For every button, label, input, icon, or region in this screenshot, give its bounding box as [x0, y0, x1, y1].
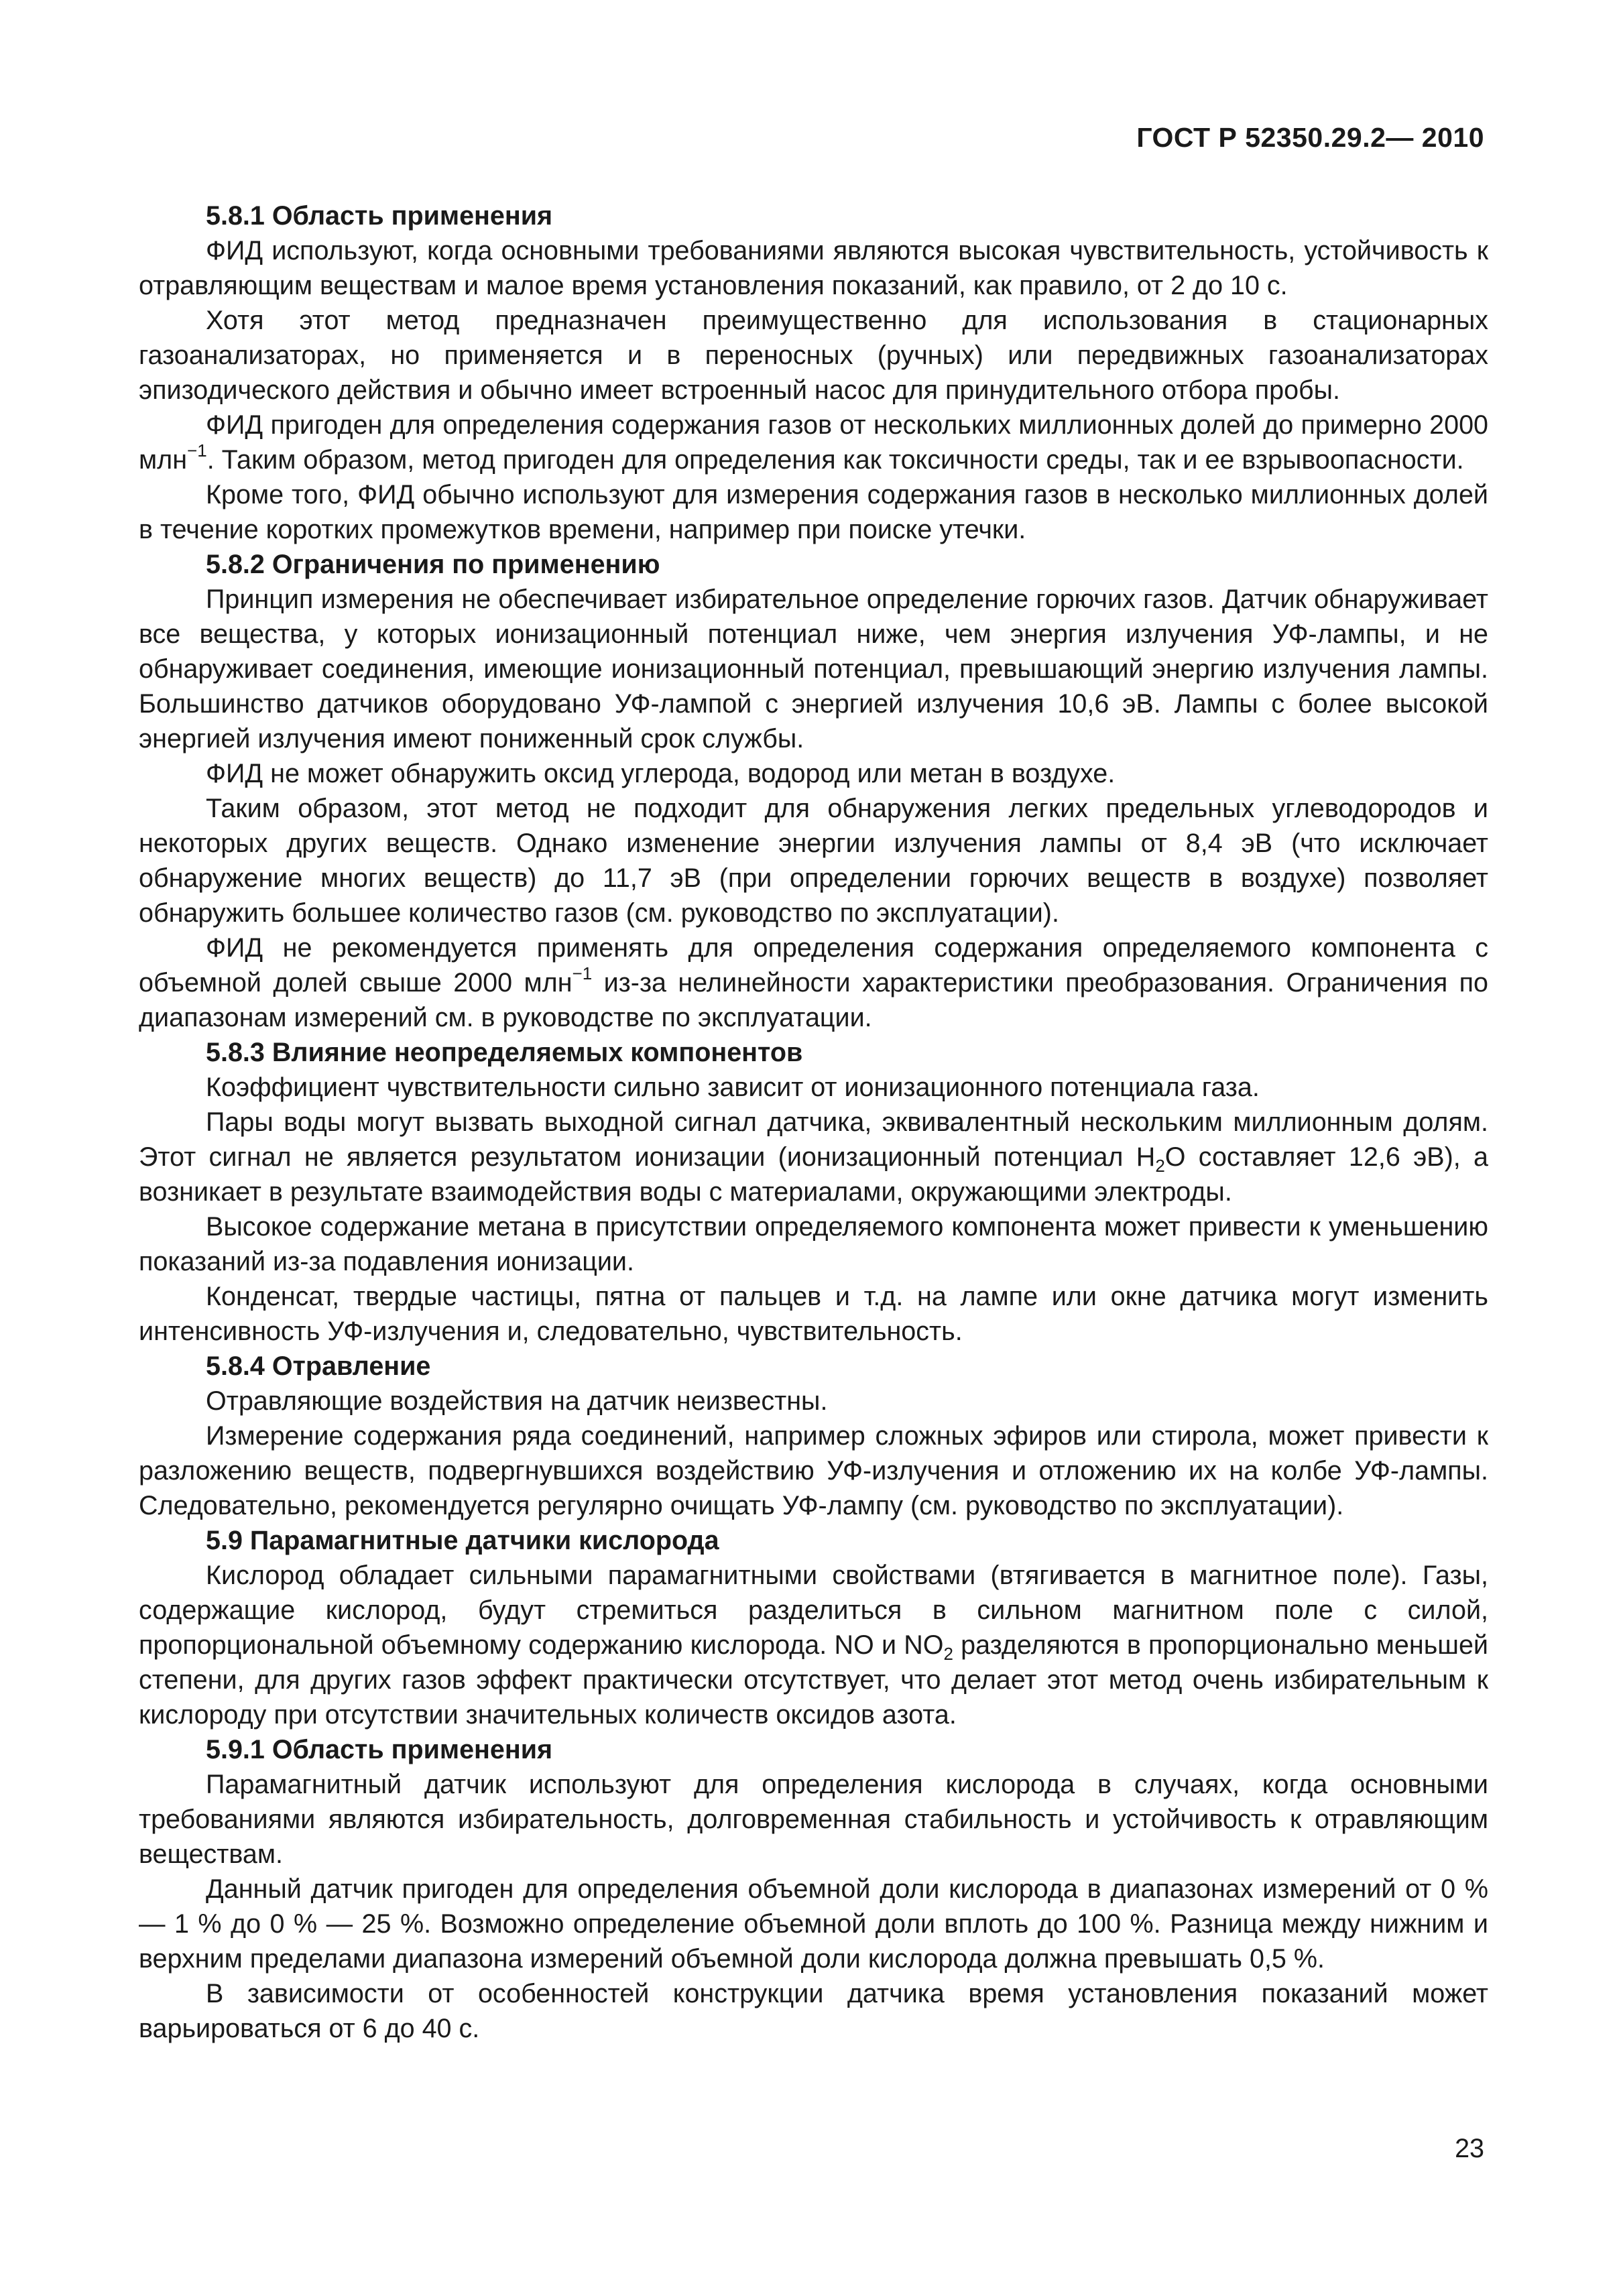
- section-heading-5-9: 5.9 Парамагнитные датчики кислорода: [206, 1526, 719, 1555]
- paragraph: ФИД пригоден для определения содержания газов от нескольких миллионных долей до примерно 2000 млн$^{-1}$. Таким образом, метод пригоден для определения как токсичности среды, так и ее взрывоопасности.: [139, 410, 1488, 475]
- section-heading-5-8-1: 5.8.1 Область применения: [206, 201, 553, 231]
- paragraph: ФИД не может обнаружить оксид углерода, водород или метан в воздухе.: [206, 759, 1116, 788]
- paragraph: В зависимости от особенностей конструкции датчика время установления показаний может варьироваться от 6 до 40 с.: [139, 1979, 1488, 2043]
- section-heading-5-8-2: 5.8.2 Ограничения по применению: [206, 550, 660, 579]
- paragraph: Отравляющие воздействия на датчик неизвестны.: [206, 1386, 828, 1416]
- subscript: 2: [943, 1644, 953, 1664]
- paragraph: Измерение содержания ряда соединений, например сложных эфиров или стирола, может привести к разложению веществ, подвергнувшихся воздействию УФ-излучения и отложению их на колбе УФ-лампы. Следовательно, рекомендуется регулярно очищать УФ-лампу (см. руководство по эксплуатации).: [139, 1421, 1488, 1520]
- paragraph: Высокое содержание метана в присутствии определяемого компонента может привести к уменьшению показаний из-за подавления ионизации.: [139, 1212, 1488, 1276]
- paragraph: ФИД используют, когда основными требованиями являются высокая чувствительность, устойчивость к отравляющим веществам и малое время установления показаний, как правило, от 2 до 10 с.: [139, 236, 1488, 300]
- paragraph: Хотя этот метод предназначен преимущественно для использования в стационарных газоанализаторах, но применяется и в переносных (ручных) или передвижных газоанализаторах эпизодического действия и обычно имеет встроенный насос для принудительного отбора пробы.: [139, 306, 1488, 405]
- document-body: [139, 198, 1488, 2046]
- superscript: −1: [572, 963, 593, 983]
- subscript: 2: [1155, 1156, 1165, 1176]
- paragraph: Таким образом, этот метод не подходит для обнаружения легких предельных углеводородов и некоторых других веществ. Однако изменение энергии излучения лампы от 8,4 эВ (что исключает обнаружение многих веществ) до 11,7 эВ (при определении горючих веществ в воздухе) позволяет обнаружить большее количество газов (см. руководство по эксплуатации).: [139, 794, 1488, 928]
- document-code: ГОСТ Р 52350.29.2— 2010: [1136, 122, 1484, 153]
- section-heading-5-8-4: 5.8.4 Отравление: [206, 1351, 431, 1381]
- paragraph: Пары воды могут вызвать выходной сигнал датчика, эквивалентный нескольким миллионным долям. Этот сигнал не является результатом ионизации (ионизационный потенциал $H_2O$ составляет 12,6 эВ), а возникает в результате взаимодействия воды с материалами, окружающими электроды.: [139, 1107, 1488, 1207]
- page-number: 23: [1455, 2134, 1484, 2163]
- paragraph: Кислород обладает сильными парамагнитными свойствами (втягивается в магнитное поле). Газы, содержащие кислород, будут стремиться разделиться в сильном магнитном поле с силой, пропорциональной объемному содержанию кислорода. NO и $NO_2$ разделяются в пропорционально меньшей степени, для других газов эффект практически отсутствует, что делает этот метод очень избирательным к кислороду при отсутствии значительных количеств оксидов азота.: [139, 1561, 1488, 1730]
- section-heading-5-8-3: 5.8.3 Влияние неопределяемых компонентов: [206, 1038, 803, 1067]
- paragraph: Парамагнитный датчик используют для определения кислорода в случаях, когда основными требованиями являются избирательность, долговременная стабильность и устойчивость к отравляющим веществам.: [139, 1770, 1488, 1869]
- paragraph: Конденсат, твердые частицы, пятна от пальцев и т.д. на лампе или окне датчика могут изменить интенсивность УФ-излучения и, следовательно, чувствительность.: [139, 1282, 1488, 1346]
- paragraph: Данный датчик пригоден для определения объемной доли кислорода в диапазонах измерений от 0 % — 1 % до 0 % — 25 %. Возможно определение объемной доли вплоть до 100 %. Разница между нижним и верхним пределами диапазона измерений объемной доли кислорода должна превышать 0,5 %.: [139, 1874, 1488, 1974]
- superscript: −1: [187, 440, 207, 461]
- paragraph: Кроме того, ФИД обычно используют для измерения содержания газов в несколько миллионных долей в течение коротких промежутков времени, например при поиске утечки.: [139, 480, 1488, 544]
- paragraph: Коэффициент чувствительности сильно зависит от ионизационного потенциала газа.: [206, 1073, 1260, 1102]
- paragraph: Принцип измерения не обеспечивает избирательное определение горючих газов. Датчик обнаруживает все вещества, у которых ионизационный потенциал ниже, чем энергия излучения УФ-лампы, и не обнаруживает соединения, имеющие ионизационный потенциал, превышающий энергию излучения лампы. Большинство датчиков оборудовано УФ-лампой с энергией излучения 10,6 эВ. Лампы с более высокой энергией излучения имеют пониженный срок службы.: [139, 585, 1488, 753]
- paragraph: ФИД не рекомендуется применять для определения содержания определяемого компонента с объемной долей свыше 2000 млн$^{-1}$ из-за нелинейности характеристики преобразования. Ограничения по диапазонам измерений см. в руководстве по эксплуатации.: [139, 933, 1488, 1032]
- section-heading-5-9-1: 5.9.1 Область применения: [206, 1735, 553, 1764]
